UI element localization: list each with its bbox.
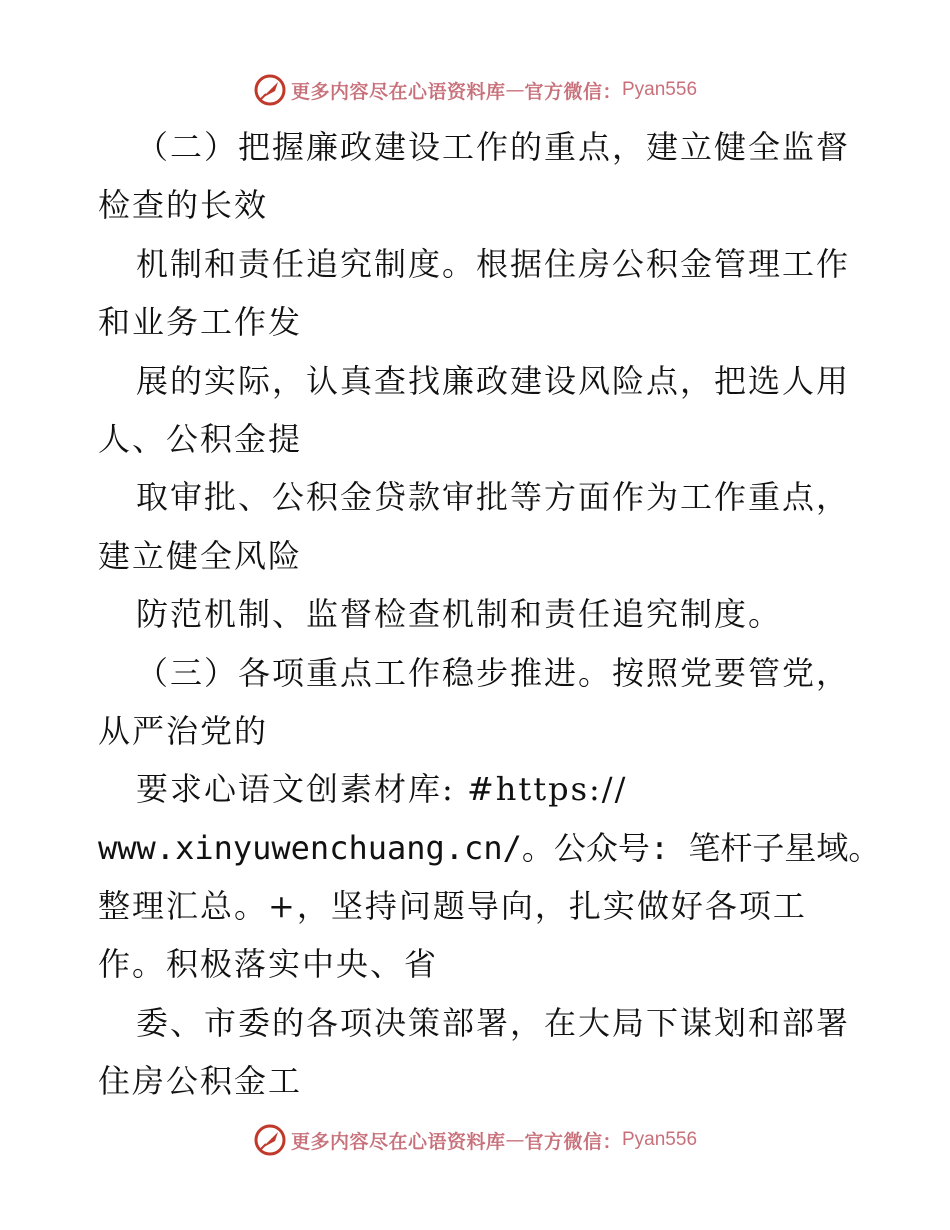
header-banner-text: 更多内容尽在心语资料库	[290, 80, 506, 103]
quill-pen-logo-icon	[253, 1123, 287, 1157]
body-line: 取审批、公积金贷款审批等方面作为工作重点，	[136, 478, 851, 517]
body-line: 从严治党的	[98, 711, 269, 750]
header-banner-suffix: 官方微信：	[524, 80, 622, 103]
body-line: 作。积极落实中央、省	[98, 945, 439, 984]
body-line: 人、公积金提	[98, 419, 303, 458]
document-body	[98, 118, 881, 1111]
quill-pen-logo-icon	[253, 73, 287, 107]
body-line: 建立健全风险	[98, 536, 303, 575]
body-line: 和业务工作发	[98, 303, 303, 342]
body-line: 要求心语文创素材库: #https://	[136, 770, 628, 809]
body-line: www.xinyuwenchuang.cn/。公众号: 笔杆子星域。	[98, 828, 881, 867]
body-line: 委、市委的各项决策部署，在大局下谋划和部署	[136, 1003, 851, 1042]
body-line: （三）各项重点工作稳步推进。按照党要管党，	[136, 653, 851, 692]
footer-banner-suffix: 官方微信：	[524, 1130, 622, 1153]
body-line: 住房公积金工	[98, 1062, 303, 1101]
body-line: （二）把握廉政建设工作的重点，建立健全监督	[136, 128, 851, 166]
body-line: 检查的长效	[98, 186, 269, 225]
body-line: 整理汇总。+，坚持问题导向，扎实做好各项工	[98, 887, 807, 926]
footer-banner-text: 更多内容尽在心语资料库	[290, 1130, 506, 1153]
header-banner-separator: —	[505, 79, 525, 101]
footer-banner-wechat-id: Pyan556	[622, 1129, 698, 1150]
body-line: 展的实际，认真查找廉政建设风险点，把选人用	[136, 361, 851, 400]
body-line: 机制和责任追究制度。根据住房公积金管理工作	[136, 244, 851, 283]
body-line: 防范机制、监督检查机制和责任追究制度。	[136, 595, 783, 634]
footer-banner-separator: —	[505, 1129, 525, 1151]
header-banner	[0, 70, 950, 110]
header-banner-wechat-id: Pyan556	[622, 79, 698, 100]
footer-banner	[0, 1120, 950, 1160]
